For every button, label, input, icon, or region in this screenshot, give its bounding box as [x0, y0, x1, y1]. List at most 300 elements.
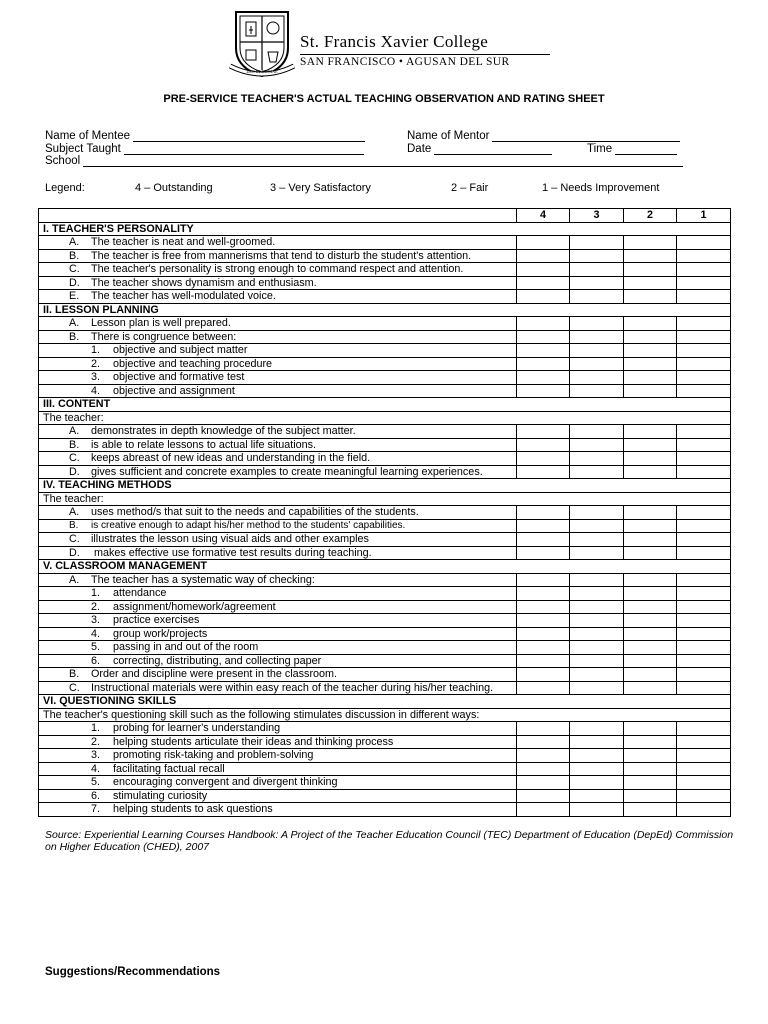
- criterion-text: [39, 330, 517, 344]
- rating-cell-4[interactable]: [517, 506, 570, 520]
- rating-cell-4[interactable]: [517, 789, 570, 803]
- rating-cell-4[interactable]: [517, 803, 570, 817]
- source-citation: Source: Experiential Learning Courses Handbook: A Project of the Teacher Education Council (TEC) Department of Education (DepEd) Commission on Higher Education (CHED), 2007: [45, 829, 734, 853]
- rating-cell-3[interactable]: [570, 506, 624, 520]
- item-marker: D.: [69, 465, 80, 478]
- criterion-text: [39, 290, 517, 304]
- criterion-text: [39, 546, 517, 560]
- rating-cell-2[interactable]: [624, 330, 677, 344]
- rating-cell-2[interactable]: [624, 668, 677, 682]
- rating-cell-2[interactable]: [624, 276, 677, 290]
- rating-cell-3[interactable]: [570, 641, 624, 655]
- criterion-text: [39, 533, 517, 547]
- rating-cell-3[interactable]: [570, 762, 624, 776]
- rating-cell-3[interactable]: [570, 236, 624, 250]
- criterion-row: [39, 735, 731, 749]
- rating-cell-2[interactable]: [624, 263, 677, 277]
- criterion-label: correcting, distributing, and collecting paper: [113, 654, 322, 667]
- rating-cell-2[interactable]: [624, 465, 677, 479]
- rating-cell-3[interactable]: [570, 776, 624, 790]
- suggestions-heading: Suggestions/Recommendations: [45, 966, 221, 978]
- criterion-text: [39, 668, 517, 682]
- rating-cell-1[interactable]: [677, 317, 731, 331]
- criterion-label: The teacher's personality is strong enough to command respect and attention.: [91, 263, 464, 275]
- rating-cell-4[interactable]: [517, 722, 570, 736]
- criterion-label: encouraging convergent and divergent thinking: [113, 776, 338, 788]
- mentor-line[interactable]: [492, 130, 680, 142]
- criterion-label: group work/projects: [113, 627, 208, 640]
- criterion-row: [39, 371, 731, 385]
- rating-cell-2[interactable]: [624, 533, 677, 547]
- rating-cell-3[interactable]: [570, 749, 624, 763]
- rating-cell-4[interactable]: [517, 641, 570, 655]
- mentee-label: Name of Mentee: [45, 130, 131, 142]
- criterion-text: [39, 803, 517, 817]
- criterion-label: Lesson plan is well prepared.: [91, 317, 231, 329]
- rating-cell-2[interactable]: [624, 803, 677, 817]
- criterion-text: [39, 384, 517, 398]
- criterion-row: [39, 722, 731, 736]
- rating-cell-2[interactable]: [624, 519, 677, 533]
- criterion-row: [39, 330, 731, 344]
- criterion-text: [39, 600, 517, 614]
- item-marker: A.: [69, 425, 80, 437]
- criterion-label: The teacher is neat and well-groomed.: [91, 236, 276, 248]
- college-location: SAN FRANCISCO • AGUSAN DEL SUR: [300, 56, 510, 68]
- scale-header-1: 1: [677, 209, 731, 223]
- rating-cell-3[interactable]: [570, 438, 624, 452]
- criterion-text: [39, 317, 517, 331]
- rating-cell-3[interactable]: [570, 357, 624, 371]
- criterion-text: [39, 762, 517, 776]
- rating-cell-3[interactable]: [570, 465, 624, 479]
- rating-cell-1[interactable]: [677, 668, 731, 682]
- criterion-label: objective and subject matter: [113, 344, 248, 356]
- table-header-row: [39, 209, 731, 223]
- mentee-field[interactable]: [45, 130, 365, 142]
- rating-cell-4[interactable]: [517, 546, 570, 560]
- rating-cell-3[interactable]: [570, 263, 624, 277]
- rating-cell-4[interactable]: [517, 317, 570, 331]
- section-heading: V. CLASSROOM MANAGEMENT: [39, 560, 731, 574]
- item-marker: C.: [69, 452, 80, 464]
- rating-cell-4[interactable]: [517, 249, 570, 263]
- rating-table: [38, 208, 731, 817]
- criterion-label: passing in and out of the room: [113, 641, 259, 653]
- criterion-label: is creative enough to adapt his/her method to the students' capabilities.: [91, 519, 406, 531]
- rating-cell-3[interactable]: [570, 722, 624, 736]
- rating-cell-2[interactable]: [624, 614, 677, 628]
- criterion-label: The teacher has a systematic way of checking:: [91, 573, 315, 586]
- criterion-text: [39, 506, 517, 520]
- rating-cell-2[interactable]: [624, 249, 677, 263]
- criterion-label: The teacher is free from mannerisms that tend to disturb the student's attention.: [91, 249, 472, 262]
- rating-cell-4[interactable]: [517, 371, 570, 385]
- item-marker: 5.: [91, 641, 101, 653]
- item-marker: 7.: [91, 803, 101, 815]
- rating-cell-3[interactable]: [570, 614, 624, 628]
- date-line[interactable]: [434, 143, 552, 155]
- rating-cell-1[interactable]: [677, 735, 731, 749]
- rating-cell-1[interactable]: [677, 276, 731, 290]
- item-marker: 4.: [91, 384, 101, 397]
- item-marker: B.: [69, 330, 80, 343]
- criterion-text: [39, 357, 517, 371]
- criterion-label: helping students to ask questions: [113, 803, 273, 815]
- item-marker: E.: [69, 290, 80, 302]
- rating-cell-1[interactable]: [677, 789, 731, 803]
- criterion-label: promoting risk-taking and problem-solving: [113, 749, 314, 761]
- criterion-row: [39, 587, 731, 601]
- rating-cell-2[interactable]: [624, 290, 677, 304]
- criterion-label: keeps abreast of new ideas and understanding in the field.: [91, 452, 371, 464]
- date-field[interactable]: [407, 143, 552, 155]
- rating-cell-2[interactable]: [624, 641, 677, 655]
- item-marker: D.: [69, 546, 80, 559]
- rating-cell-3[interactable]: [570, 384, 624, 398]
- rating-cell-4[interactable]: [517, 681, 570, 695]
- rating-cell-4[interactable]: [517, 357, 570, 371]
- item-marker: C.: [69, 533, 80, 545]
- rating-cell-3[interactable]: [570, 249, 624, 263]
- criterion-label: illustrates the lesson using visual aids and other examples: [91, 533, 369, 545]
- rating-cell-2[interactable]: [624, 357, 677, 371]
- criterion-label: objective and teaching procedure: [113, 357, 273, 370]
- subject-field[interactable]: [45, 143, 364, 155]
- criterion-label: There is congruence between:: [91, 330, 237, 343]
- intro-row: [39, 708, 731, 722]
- date-label: Date: [407, 143, 432, 155]
- mentee-line[interactable]: [133, 130, 365, 142]
- criterion-label: uses method/s that suit to the needs and capabilities of the students.: [91, 506, 419, 518]
- rating-cell-3[interactable]: [570, 452, 624, 466]
- criterion-row: [39, 573, 731, 587]
- school-line[interactable]: [83, 155, 683, 167]
- rating-cell-2[interactable]: [624, 654, 677, 668]
- rating-cell-4[interactable]: [517, 330, 570, 344]
- item-marker: 3.: [91, 371, 101, 383]
- rating-cell-2[interactable]: [624, 749, 677, 763]
- rating-cell-1[interactable]: [677, 762, 731, 776]
- criterion-text: [39, 344, 517, 358]
- rating-cell-4[interactable]: [517, 627, 570, 641]
- rating-cell-3[interactable]: [570, 654, 624, 668]
- criterion-row: [39, 668, 731, 682]
- rating-cell-3[interactable]: [570, 344, 624, 358]
- rating-cell-1[interactable]: [677, 236, 731, 250]
- section-heading-row: [39, 479, 731, 493]
- mentor-label: Name of Mentor: [407, 130, 490, 142]
- mentor-field[interactable]: [407, 130, 680, 142]
- rating-cell-2[interactable]: [624, 600, 677, 614]
- rating-cell-1[interactable]: [677, 749, 731, 763]
- criterion-text: [39, 425, 517, 439]
- college-name: St. Francis Xavier College: [300, 32, 489, 51]
- criterion-label: demonstrates in depth knowledge of the subject matter.: [91, 425, 356, 437]
- criterion-label: assignment/homework/agreement: [113, 600, 276, 613]
- rating-cell-1[interactable]: [677, 438, 731, 452]
- item-marker: 3.: [91, 614, 101, 626]
- criterion-row: [39, 290, 731, 304]
- criterion-row: [39, 506, 731, 520]
- rating-cell-3[interactable]: [570, 803, 624, 817]
- rating-cell-1[interactable]: [677, 465, 731, 479]
- rating-cell-2[interactable]: [624, 681, 677, 695]
- time-field[interactable]: [587, 143, 677, 155]
- page-title: PRE-SERVICE TEACHER'S ACTUAL TEACHING OBSERVATION AND RATING SHEET: [163, 93, 605, 105]
- school-field[interactable]: [45, 155, 683, 167]
- item-marker: B.: [69, 249, 80, 262]
- criterion-row: [39, 357, 731, 371]
- rating-cell-1[interactable]: [677, 425, 731, 439]
- rating-cell-1[interactable]: [677, 330, 731, 344]
- item-marker: 1.: [91, 587, 101, 599]
- rating-cell-4[interactable]: [517, 654, 570, 668]
- rating-cell-1[interactable]: [677, 654, 731, 668]
- section-heading: III. CONTENT: [39, 398, 731, 412]
- rating-cell-4[interactable]: [517, 290, 570, 304]
- rating-cell-4[interactable]: [517, 384, 570, 398]
- criterion-row: [39, 600, 731, 614]
- criterion-text: [39, 789, 517, 803]
- rating-cell-2[interactable]: [624, 384, 677, 398]
- criterion-label: objective and formative test: [113, 371, 245, 383]
- rating-cell-4[interactable]: [517, 762, 570, 776]
- section-heading-row: [39, 222, 731, 236]
- item-marker: 1.: [91, 722, 101, 734]
- criterion-row: [39, 749, 731, 763]
- rating-cell-3[interactable]: [570, 317, 624, 331]
- rating-cell-1[interactable]: [677, 344, 731, 358]
- criterion-text: [39, 452, 517, 466]
- rating-cell-1[interactable]: [677, 776, 731, 790]
- rating-cell-2[interactable]: [624, 735, 677, 749]
- rating-cell-3[interactable]: [570, 330, 624, 344]
- criterion-text: [39, 776, 517, 790]
- rating-cell-3[interactable]: [570, 789, 624, 803]
- intro-row: [39, 492, 731, 506]
- rating-cell-4[interactable]: [517, 438, 570, 452]
- criterion-text: [39, 614, 517, 628]
- criterion-label: makes effective use formative test results during teaching.: [91, 546, 372, 559]
- rating-cell-1[interactable]: [677, 614, 731, 628]
- rating-cell-1[interactable]: [677, 641, 731, 655]
- criterion-text: [39, 627, 517, 641]
- item-marker: B.: [69, 438, 80, 451]
- rating-cell-2[interactable]: [624, 317, 677, 331]
- criterion-row: [39, 344, 731, 358]
- item-marker: B.: [69, 519, 79, 531]
- college-seal-icon: [228, 8, 296, 78]
- rating-cell-2[interactable]: [624, 236, 677, 250]
- rating-cell-3[interactable]: [570, 533, 624, 547]
- svg-text:DEO ET PATRIAE: DEO ET PATRIAE: [246, 69, 278, 74]
- criterion-row: [39, 438, 731, 452]
- criteria-header-cell: [39, 209, 517, 223]
- rating-cell-4[interactable]: [517, 452, 570, 466]
- rating-cell-2[interactable]: [624, 344, 677, 358]
- rating-cell-1[interactable]: [677, 263, 731, 277]
- time-line[interactable]: [615, 143, 677, 155]
- intro-text: The teacher:: [39, 492, 731, 506]
- rating-cell-4[interactable]: [517, 600, 570, 614]
- rating-cell-1[interactable]: [677, 803, 731, 817]
- criterion-row: [39, 519, 731, 533]
- criterion-text: [39, 573, 517, 587]
- rating-cell-2[interactable]: [624, 627, 677, 641]
- legend-item: 2 – Fair: [451, 182, 489, 194]
- criterion-text: [39, 438, 517, 452]
- item-marker: C.: [69, 681, 80, 694]
- rating-cell-2[interactable]: [624, 425, 677, 439]
- item-marker: 3.: [91, 749, 101, 761]
- section-heading: II. LESSON PLANNING: [39, 303, 731, 317]
- criterion-text: [39, 263, 517, 277]
- school-label: School: [45, 155, 81, 167]
- rating-cell-3[interactable]: [570, 290, 624, 304]
- rating-cell-2[interactable]: [624, 371, 677, 385]
- item-marker: 2.: [91, 357, 101, 370]
- rating-cell-1[interactable]: [677, 290, 731, 304]
- rating-cell-3[interactable]: [570, 627, 624, 641]
- criterion-label: objective and assignment: [113, 384, 235, 397]
- item-marker: A.: [69, 317, 80, 329]
- intro-row: [39, 411, 731, 425]
- rating-cell-3[interactable]: [570, 425, 624, 439]
- criterion-label: is able to relate lessons to actual life situations.: [91, 438, 317, 451]
- criterion-text: [39, 371, 517, 385]
- rating-cell-1[interactable]: [677, 384, 731, 398]
- rating-cell-4[interactable]: [517, 263, 570, 277]
- rating-cell-2[interactable]: [624, 722, 677, 736]
- scale-header-4: 4: [517, 209, 570, 223]
- rating-cell-4[interactable]: [517, 236, 570, 250]
- criterion-row: [39, 641, 731, 655]
- rating-cell-2[interactable]: [624, 452, 677, 466]
- criterion-row: [39, 425, 731, 439]
- rating-cell-1[interactable]: [677, 249, 731, 263]
- rating-cell-1[interactable]: [677, 506, 731, 520]
- rating-cell-4[interactable]: [517, 533, 570, 547]
- criterion-row: [39, 803, 731, 817]
- intro-text: The teacher:: [39, 411, 731, 425]
- rating-cell-1[interactable]: [677, 587, 731, 601]
- section-heading-row: [39, 303, 731, 317]
- rating-cell-3[interactable]: [570, 668, 624, 682]
- rating-cell-3[interactable]: [570, 519, 624, 533]
- rating-cell-1[interactable]: [677, 357, 731, 371]
- rating-cell-3[interactable]: [570, 681, 624, 695]
- rating-cell-4[interactable]: [517, 573, 570, 587]
- section-heading-row: [39, 695, 731, 709]
- rating-cell-1[interactable]: [677, 722, 731, 736]
- criterion-text: [39, 654, 517, 668]
- rating-cell-1[interactable]: [677, 573, 731, 587]
- rating-cell-1[interactable]: [677, 371, 731, 385]
- rating-cell-1[interactable]: [677, 627, 731, 641]
- criterion-row: [39, 776, 731, 790]
- rating-cell-3[interactable]: [570, 573, 624, 587]
- criterion-label: gives sufficient and concrete examples to create meaningful learning experiences.: [91, 465, 483, 478]
- time-label: Time: [587, 143, 613, 155]
- rating-cell-2[interactable]: [624, 789, 677, 803]
- scale-header-2: 2: [624, 209, 677, 223]
- rating-cell-2[interactable]: [624, 546, 677, 560]
- rating-cell-1[interactable]: [677, 681, 731, 695]
- divider: [300, 54, 550, 55]
- item-marker: 1.: [91, 344, 101, 356]
- rating-cell-1[interactable]: [677, 546, 731, 560]
- item-marker: A.: [69, 506, 80, 518]
- item-marker: 5.: [91, 776, 101, 788]
- item-marker: D.: [69, 276, 80, 289]
- rating-cell-2[interactable]: [624, 506, 677, 520]
- item-marker: 6.: [91, 654, 101, 667]
- rating-cell-2[interactable]: [624, 573, 677, 587]
- rating-cell-4[interactable]: [517, 465, 570, 479]
- rating-cell-4[interactable]: [517, 735, 570, 749]
- rating-cell-2[interactable]: [624, 776, 677, 790]
- rating-cell-3[interactable]: [570, 371, 624, 385]
- rating-cell-3[interactable]: [570, 546, 624, 560]
- rating-cell-3[interactable]: [570, 735, 624, 749]
- rating-cell-4[interactable]: [517, 614, 570, 628]
- criterion-text: [39, 722, 517, 736]
- rating-cell-3[interactable]: [570, 600, 624, 614]
- criterion-label: stimulating curiosity: [113, 789, 208, 802]
- rating-cell-3[interactable]: [570, 276, 624, 290]
- item-marker: C.: [69, 263, 80, 275]
- item-marker: A.: [69, 573, 80, 586]
- rating-cell-4[interactable]: [517, 668, 570, 682]
- criterion-row: [39, 789, 731, 803]
- item-marker: 4.: [91, 627, 101, 640]
- legend-label: Legend:: [45, 182, 85, 194]
- criterion-row: [39, 384, 731, 398]
- rating-cell-3[interactable]: [570, 587, 624, 601]
- rating-cell-1[interactable]: [677, 533, 731, 547]
- rating-cell-4[interactable]: [517, 276, 570, 290]
- rating-cell-2[interactable]: [624, 438, 677, 452]
- rating-cell-1[interactable]: [677, 452, 731, 466]
- criterion-row: [39, 762, 731, 776]
- criterion-row: [39, 533, 731, 547]
- rating-cell-1[interactable]: [677, 519, 731, 533]
- criterion-text: [39, 641, 517, 655]
- rating-cell-1[interactable]: [677, 600, 731, 614]
- rating-cell-4[interactable]: [517, 587, 570, 601]
- rating-cell-4[interactable]: [517, 749, 570, 763]
- rating-cell-2[interactable]: [624, 762, 677, 776]
- rating-cell-4[interactable]: [517, 425, 570, 439]
- criterion-row: [39, 627, 731, 641]
- criterion-label: The teacher shows dynamism and enthusiasm.: [91, 276, 317, 289]
- item-marker: 2.: [91, 735, 101, 748]
- rating-cell-4[interactable]: [517, 776, 570, 790]
- rating-cell-4[interactable]: [517, 344, 570, 358]
- criterion-row: [39, 263, 731, 277]
- criterion-text: [39, 465, 517, 479]
- section-heading: I. TEACHER'S PERSONALITY: [39, 222, 731, 236]
- criterion-text: [39, 276, 517, 290]
- intro-text: The teacher's questioning skill such as the following stimulates discussion in different ways:: [39, 708, 731, 722]
- rating-cell-2[interactable]: [624, 587, 677, 601]
- section-heading: VI. QUESTIONING SKILLS: [39, 695, 731, 709]
- rating-cell-4[interactable]: [517, 519, 570, 533]
- subject-line[interactable]: [124, 143, 364, 155]
- criterion-label: Instructional materials were within easy reach of the teacher during his/her teaching.: [91, 681, 494, 694]
- criterion-text: [39, 236, 517, 250]
